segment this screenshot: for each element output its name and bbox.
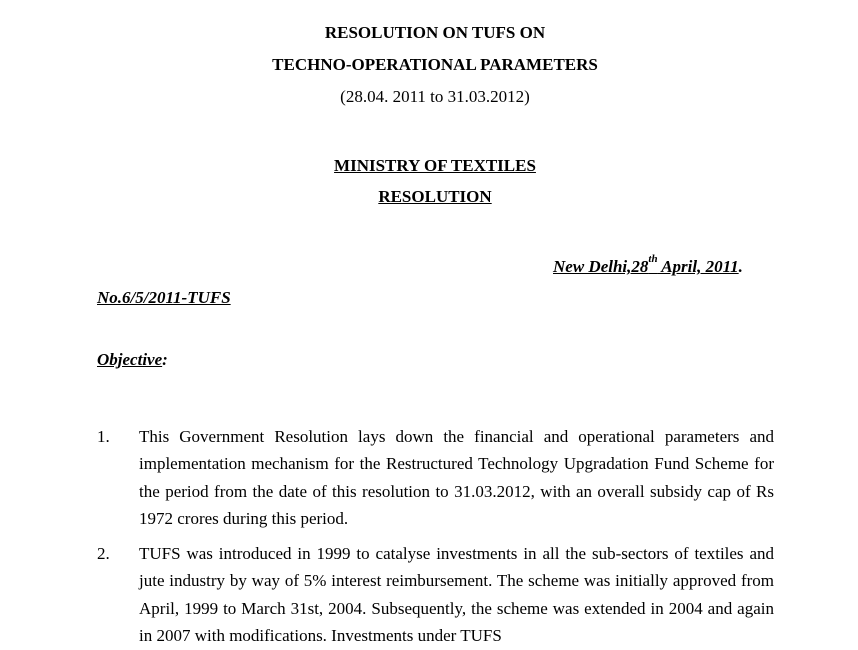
resolution-title <box>0 187 858 207</box>
objective-heading <box>97 350 168 370</box>
date-line <box>553 253 743 277</box>
objective-colon: : <box>162 350 168 369</box>
date-superscript: th <box>648 253 658 265</box>
paragraph-2-number: 2. <box>97 544 110 563</box>
date-end: . <box>738 257 743 276</box>
resolution-label: RESOLUTION <box>378 187 492 206</box>
paragraph-1-number: 1. <box>97 427 110 446</box>
objective-label: Objective <box>97 350 163 369</box>
ministry-name: MINISTRY OF TEXTILES <box>334 156 536 175</box>
heading-period: (28.04. 2011 to 31.03.2012) <box>340 87 530 106</box>
heading-line-2: TECHNO-OPERATIONAL PARAMETERS <box>272 55 598 74</box>
date-text: New Delhi,28th April, 2011 <box>553 253 739 276</box>
paragraph-1-text: This Government Resolution lays down the financial and operational parameters and implementation mechanism for the Restructured Technology Upgradation Fund Scheme for the period from the date of this resolution to 31.03.2012, with an overall subsidy cap of Rs 1972 crores during this period. <box>139 427 774 529</box>
paragraph-2-text: TUFS was introduced in 1999 to catalyse investments in all the sub-sectors of textiles and jute industry by way of 5% interest reimbursement. The scheme was initially approved from April, 1999 to March 31st, 2004. Subsequently, the scheme was extended in 2004 and again in 2007 with modifications. Investments under TUFS <box>139 544 774 646</box>
heading-line-1: RESOLUTION ON TUFS ON <box>324 23 546 42</box>
reference-number: No.6/5/2011-TUFS <box>97 288 231 307</box>
ministry-title <box>0 156 858 176</box>
